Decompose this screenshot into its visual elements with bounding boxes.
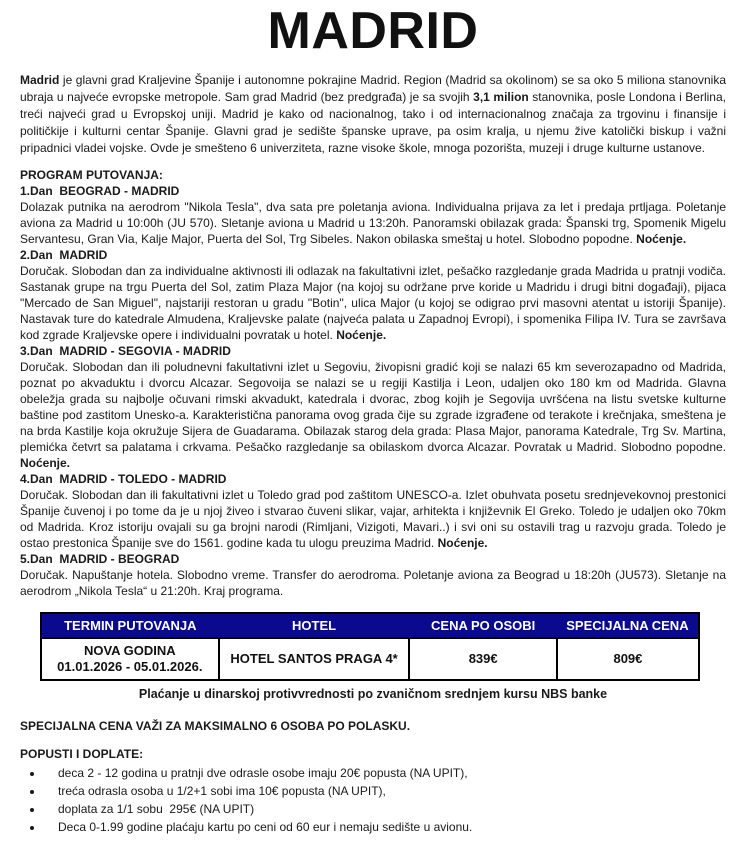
day-2-text xyxy=(20,263,726,343)
text-run: Doručak. Slobodan dan ili fakultativni izlet u Toledo grad pod zaštitom UNESCO-a. Izlet obuhvata posetu srednjevekovnoj prestonici Španije čuvenoj i po tome da je u njoj živeo i stvarao čuveni slikar, vajar, arhitekta i književnik El Greko. Toledo je udaljen oko 70km od Madrida. Kroz istoriju ovajali su ga brojni narodi (Rimljani, Vizigoti, Mavari..) i svi oni su ostavili trag u razvoju grada. Toledo je ostao prestonica Španije sve do 1561. godine kada tu ulogu preuzima Madrid. xyxy=(20,488,726,550)
price-table-header-termin: TERMIN PUTOVANJA xyxy=(64,618,197,633)
bold-text: Madrid xyxy=(20,73,60,87)
program-days xyxy=(20,183,726,599)
program-heading: PROGRAM PUTOVANJA: xyxy=(20,168,163,182)
termin-line-2: 01.01.2026 - 05.01.2026. xyxy=(57,659,203,674)
text-run: je glavni grad Kraljevine Španije i autonomne pokrajine Madrid. Region (Madrid sa okolinom) se sa oko 5 miliona stanovnika ubraja u najveće evropske metropole. Sam grad Madrid (bez predgrađa) je sa svojih xyxy=(20,73,726,104)
price-table-header-specijalna: SPECIJALNA CENA xyxy=(566,618,689,633)
day-2-heading: 2.Dan MADRID xyxy=(20,248,108,262)
cell-hotel: HOTEL SANTOS PRAGA 4* xyxy=(219,638,410,680)
day-4-heading: 4.Dan MADRID - TOLEDO - MADRID xyxy=(20,472,227,486)
day-5-text xyxy=(20,567,726,599)
price-table-header-cena: CENA PO OSOBI xyxy=(431,618,536,633)
bold-text: Noćenje. xyxy=(336,328,387,342)
day-1-text xyxy=(20,199,726,247)
price-table xyxy=(40,612,700,681)
text-run: Doručak. Napuštanje hotela. Slobodno vreme. Transfer do aerodroma. Poletanje aviona za Beograd u 18:20h (JU573). Sletanje na aerodrom „Nikola Tesla“ u 21:20h. Kraj programa. xyxy=(20,568,726,598)
day-3-text xyxy=(20,359,726,471)
cell-price: 839€ xyxy=(409,638,556,680)
intro-paragraph xyxy=(20,72,726,157)
page-title: MADRID xyxy=(267,2,479,60)
discounts-heading: POPUSTI I DOPLATE: xyxy=(20,747,144,761)
bold-text: Noćenje. xyxy=(437,536,488,550)
discount-item: • Deca 0-1.99 godine plaćaju kartu po ceni od 60 eur i nemaju sedište u avionu. xyxy=(44,820,726,835)
day-1-heading: 1.Dan BEOGRAD - MADRID xyxy=(20,184,180,198)
day-3-heading: 3.Dan MADRID - SEGOVIA - MADRID xyxy=(20,344,231,358)
price-table-header-row xyxy=(41,613,699,638)
price-table-row xyxy=(41,638,699,680)
special-note: SPECIJALNA CENA VAŽI ZA MAKSIMALNO 6 OSOBA PO POLASKU. xyxy=(20,719,411,733)
day-4-text xyxy=(20,487,726,551)
discounts-list xyxy=(24,766,726,835)
cell-special-price: 809€ xyxy=(557,638,699,680)
discount-item: • deca 2 - 12 godina u pratnji dve odrasle osobe imaju 20€ popusta (NA UPIT), xyxy=(44,766,726,781)
bold-text: 3,1 milion xyxy=(473,90,529,104)
text-run: Doručak. Slobodan dan za individualne aktivnosti ili odlazak na fakultativni izlet, pešačko razgledanje grada Madrida u pratnji vodiča. Sastanak grupe na trgu Puerta del Sol, zatim Plaza Major (na kojoj su održane prve koride u Madridu i drugi bitni događaji), pijaca "Mercado de San Miguel", najstariji restoran u gradu "Botin", ulica Major (u kojoj se odigrao prvi masovni atentat u istoriji Španije). Nastavak ture do katedrale Almudena, Kraljevske palate (najveća palata u Zapadnoj Evropi), i spomenika Filipa IV. Tura se završava kod zgrade Kraljevske opere i individualni povratak u hotel. xyxy=(20,264,726,342)
text-run: Dolazak putnika na aerodrom "Nikola Tesla", dva sata pre poletanja aviona. Individualna prijava za let i predaja prtljaga. Poletanje aviona za Madrid u 10:00h (JU 570). Sletanje aviona u Madrid u 13:20h. Panoramski obilazak grada: Španski trg, Spomenik Migelu Servantesu, Gran Via, Kalje Major, Puerta del Sol, Trg Sibeles. Nakon obilaska smeštaj u hotel. Slobodno popodne. xyxy=(20,200,726,246)
discount-item: • treća odrasla osoba u 1/2+1 sobi ima 10€ popusta (NA UPIT), xyxy=(44,784,726,799)
bold-text: Noćenje. xyxy=(636,232,687,246)
text-run: Doručak. Slobodan dan ili poludnevni fakultativni izlet u Segoviu, živopisni gradić koji se nalazi 65 km severozapadno od Madrida, poznat po akvaduktu i dvorcu Alcazar. Segovoija se nalazi se u regiji Kastilja i Leon, udaljen oko 180 km od Madrida. Glavna obeležja grada su najbolje očuvani rimski akvadukt, katedrala i dvorac, zbog kojih je Segovija uvršćena na listu svetske kulturne baštine pod zastitom Unesko-a. Karakteristična panorama ovog grada čije su zgrade izgrađene od terakote i krečnjaka, smeštena je na brda Kastilje koja okružuje Sijera de Guadarama. Obilazak starog dela grada: Plasa Major, panorama Katedrale, Trg Sv. Martina, plemićka četvrt sa palatama i crkvama. Pešačko razgledanje sa obilaskom dvorca Alcazar. Povratak u Madrid. Slobodno popodne. xyxy=(20,360,726,454)
text-run: stanovnika, posle Londona i Berlina, treći najveći grad u Evropskoj uniji. Madrid je kako od nacionalnog, tako i od internacionalnog značaja za trgovinu i finansije i političkije i kulturni centar Španije. Glavni grad je sedište španske uprave, pa osim kralja, u njemu žive katolički biskup i važni pripadnici vladei vojske. Ovde je smešteno 6 univerziteta, razne visoke škole, mnoga pozorišta, muzeji i druge kulturne ustanove. xyxy=(20,90,726,155)
price-table-header-hotel: HOTEL xyxy=(292,618,337,633)
discount-item: • doplata za 1/1 sobu 295€ (NA UPIT) xyxy=(44,802,726,817)
bold-text: Noćenje. xyxy=(20,456,71,470)
day-5-heading: 5.Dan MADRID - BEOGRAD xyxy=(20,552,180,566)
payment-note: Plaćanje u dinarskoj protivvrednosti po zvaničnom srednjem kursu NBS banke xyxy=(138,687,608,701)
cell-termin xyxy=(41,638,219,680)
termin-line-1: NOVA GODINA xyxy=(83,643,176,658)
